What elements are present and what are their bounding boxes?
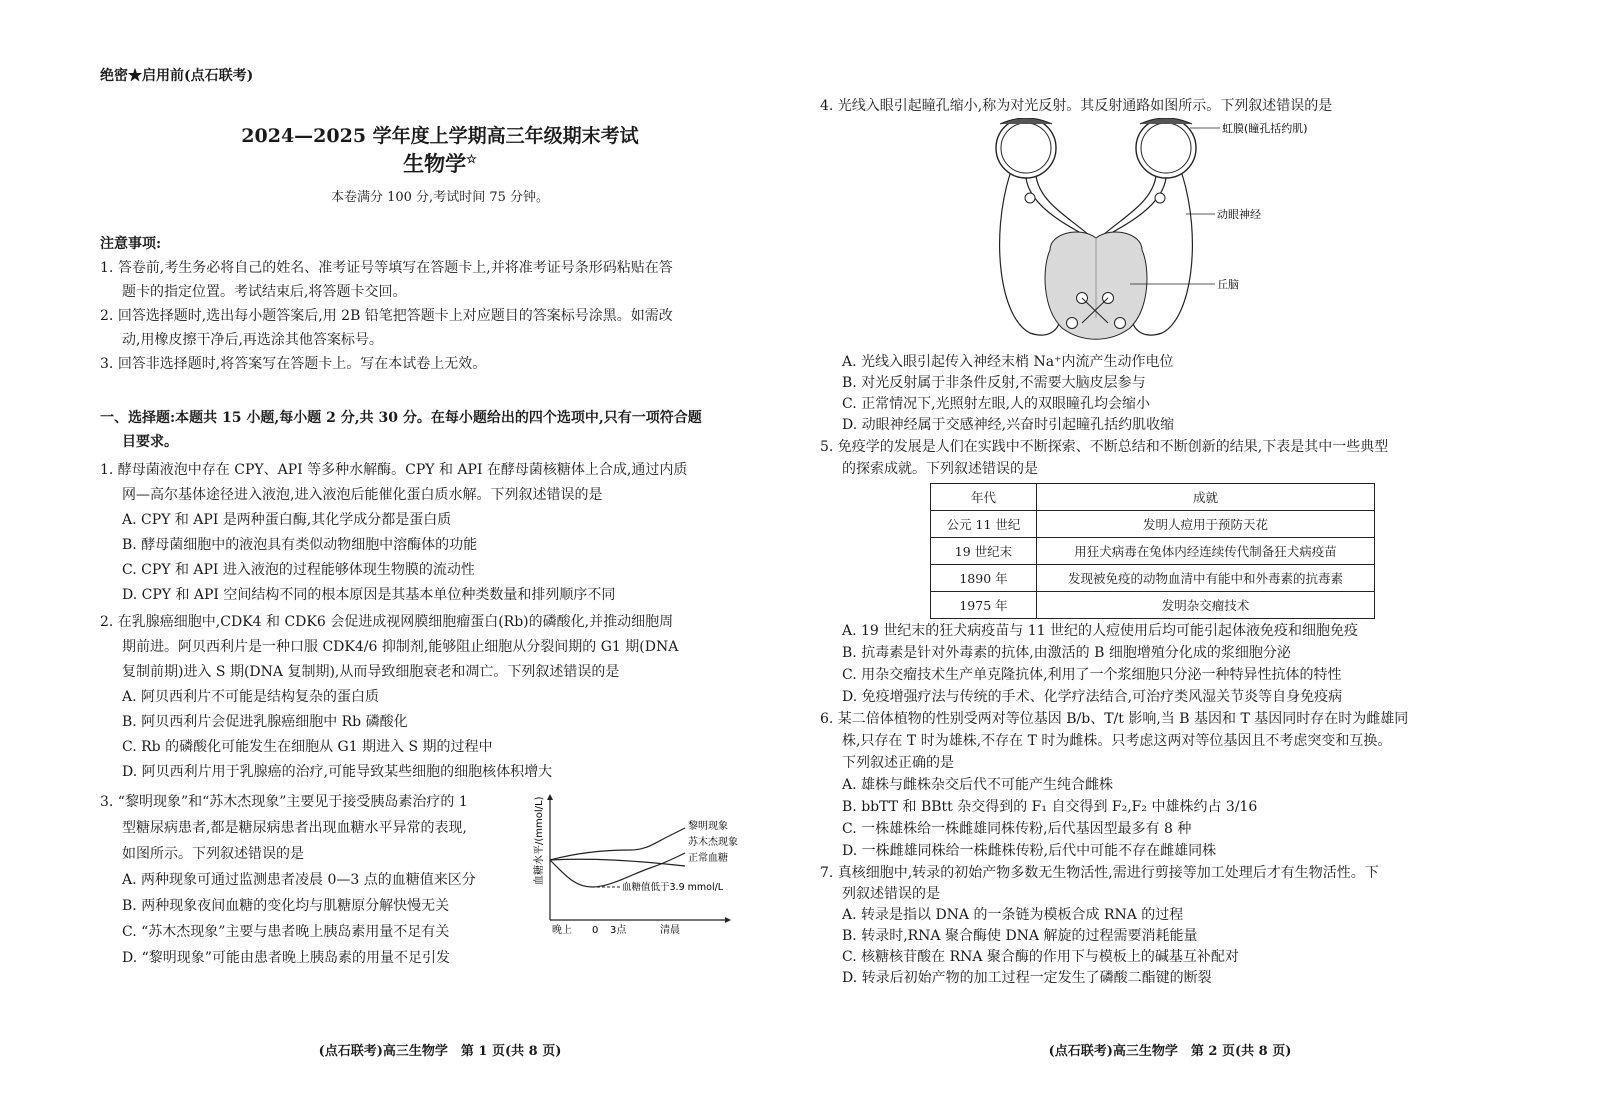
q5-stem-cont: 的探索成就。下列叙述错误的是 (842, 461, 1038, 477)
right-iris (1140, 118, 1192, 124)
optic-nerve-left (1036, 176, 1090, 236)
left-iris (1000, 118, 1052, 124)
confidential-header: 绝密★启用前(点石联考) (100, 68, 254, 84)
q3-option-b[interactable]: B. 两种现象夜间血糖的变化均与肌糖原分解快慢无关 (122, 898, 450, 914)
question-2 (100, 612, 780, 787)
q5-option-c[interactable]: C. 用杂交瘤技术生产单克隆抗体,利用了一个浆细胞只分泌一种特异性抗体的特性 (842, 667, 1342, 683)
right-eye (1136, 118, 1196, 178)
q6-option-b[interactable]: B. bbTT 和 BBtt 杂交得到的 F₁ 自交得到 F₂,F₂ 中雄株约占 3/16 (842, 799, 1258, 815)
exam-subtitle: 本卷满分 100 分,考试时间 75 分钟。 (330, 190, 550, 205)
q3-stem-cont: 如图所示。下列叙述错误的是 (122, 846, 304, 862)
table-cell: 用狂犬病毒在兔体内经连续传代制备狂犬病疫苗 (1037, 538, 1375, 565)
subject-star: ☆ (466, 152, 477, 166)
q5-option-b[interactable]: B. 抗毒素是针对外毒素的抗体,由激活的 B 细胞增殖分化成的浆细胞分泌 (842, 645, 1291, 661)
section-heading-cont: 目要求。 (122, 434, 178, 450)
notice-num: 3. (100, 356, 114, 372)
notice-text: 回答选择题时,选出每小题答案后,用 2B 铅笔把答题卡上对应题目的答案标号涂黑。如需改 (117, 308, 673, 324)
q5-stem: 5. 免疫学的发展是人们在实践中不断探索、不断总结和不断创新的结果,下表是其中一些典型 (820, 439, 1389, 455)
chart-ylabel: 血糖水平/(mmol/L) (534, 796, 545, 885)
ganglion-node (1025, 193, 1035, 203)
q1-option-d[interactable]: D. CPY 和 API 空间结构不同的根本原因是其基本单位种类数量和排列顺序不同 (122, 587, 616, 603)
table-row (931, 538, 1375, 565)
q3-glucose-chart (530, 790, 770, 940)
q3-option-a[interactable]: A. 两种现象可通过监测患者凌晨 0—3 点的血糖值来区分 (122, 872, 476, 888)
notice-text-cont: 题卡的指定位置。考试结束后,将答题卡交回。 (122, 284, 407, 300)
exam-title: 2024—2025 学年度上学期高三年级期末考试 (241, 125, 639, 147)
q2-stem: 2. 在乳腺癌细胞中,CDK4 和 CDK6 会促进成视网膜细胞瘤蛋白(Rb)的磷酸化,并推动细胞周 (100, 614, 674, 630)
q5-option-a[interactable]: A. 19 世纪末的狂犬病疫苗与 11 世纪的人痘使用后均可能引起体液免疫和细胞免疫 (842, 623, 1358, 639)
q5-option-d[interactable]: D. 免疫增强疗法与传统的手术、化学疗法结合,可治疗类风湿关节炎等自身免疫病 (842, 689, 1343, 705)
notice-list (100, 258, 780, 378)
ganglion-node (1155, 193, 1165, 203)
q5-options (820, 621, 1520, 709)
section-heading: 一、选择题:本题共 15 小题,每小题 2 分,共 30 分。在每小题给出的四个选项中,只有一项符合题 (100, 410, 702, 426)
label-thalamus: 丘脑 (1217, 278, 1239, 291)
q4-options (820, 352, 1520, 436)
right-page (820, 0, 1520, 1100)
chart-xtick-morning: 清晨 (660, 925, 680, 936)
q4-option-d[interactable]: D. 动眼神经属于交感神经,兴奋时引起瞳孔括约肌收缩 (842, 417, 1175, 433)
q2-option-d[interactable]: D. 阿贝西利片用于乳腺癌的治疗,可能导致某些细胞的细胞核体积增大 (122, 764, 553, 780)
q7-option-d[interactable]: D. 转录后初始产物的加工过程一定发生了磷酸二酯键的断裂 (842, 970, 1212, 986)
chart-annotation: 血糖值低于3.9 mmol/L (622, 882, 724, 893)
q2-stem-cont: 复制前期)进入 S 期(DNA 复制期),从而导致细胞衰老和凋亡。下列叙述错误的是 (122, 664, 620, 680)
notice-heading: 注意事项: (100, 236, 162, 252)
q1-stem-cont: 网—高尔基体途径进入液泡,进入液泡后能催化蛋白质水解。下列叙述错误的是 (122, 487, 603, 503)
table-row (931, 565, 1375, 592)
chart-legend-dawn: 黎明现象 (688, 821, 728, 832)
table-cell: 发明杂交瘤技术 (1037, 592, 1375, 619)
optic-nerve-right (1102, 176, 1156, 236)
notice-item (100, 354, 780, 378)
chart-xtick-evening: 晚上 (552, 925, 572, 936)
notice-num: 1. (100, 260, 114, 276)
q6-option-d[interactable]: D. 一株雌雄同株给一株雌株传粉,后代中可能不存在雌雄同株 (842, 843, 1217, 859)
chart-xtick-zero: 0 (592, 925, 599, 936)
right-eye-inner (1141, 123, 1191, 173)
q2-stem-cont: 期前进。阿贝西利片是一种口服 CDK4/6 抑制剂,能够阻止细胞从分裂间期的 G1 期(DNA (122, 639, 679, 655)
nucleus-node (1067, 318, 1078, 329)
q7-stem: 7. 真核细胞中,转录的初始产物多数无生物活性,需进行剪接等加工处理后才有生物活性。下 (820, 865, 1379, 881)
table-header-era: 年代 (931, 484, 1037, 511)
table-row (931, 511, 1375, 538)
q2-option-a[interactable]: A. 阿贝西利片不可能是结构复杂的蛋白质 (122, 689, 380, 705)
table-cell: 发明人痘用于预防天花 (1037, 511, 1375, 538)
q6-option-c[interactable]: C. 一株雄株给一株雌雄同株传粉,后代基因型最多有 8 种 (842, 821, 1192, 837)
q4-reflex-diagram (990, 118, 1330, 350)
q1-option-b[interactable]: B. 酵母菌细胞中的液泡具有类似动物细胞中溶酶体的功能 (122, 537, 478, 553)
table-cell: 19 世纪末 (931, 538, 1037, 565)
q7-option-a[interactable]: A. 转录是指以 DNA 的一条链为模板合成 RNA 的过程 (842, 907, 1184, 923)
q7-option-c[interactable]: C. 核糖核苷酸在 RNA 聚合酶的作用下与模板上的碱基互补配对 (842, 949, 1239, 965)
subject-name: 生物学 (403, 151, 467, 176)
subject-title (100, 148, 780, 178)
table-row (931, 592, 1375, 619)
question-1 (100, 460, 780, 610)
q6-stem-cont: 下列叙述正确的是 (842, 755, 954, 771)
table-cell: 1890 年 (931, 565, 1037, 592)
label-iris: 虹膜(瞳孔括约肌) (1222, 122, 1308, 135)
q3-stem: 3. “黎明现象”和“苏木杰现象”主要见于接受胰岛素治疗的 1 (100, 794, 468, 810)
left-eye (996, 118, 1056, 178)
left-page (100, 0, 780, 1100)
q7-option-b[interactable]: B. 转录时,RNA 聚合酶使 DNA 解旋的过程需要消耗能量 (842, 928, 1198, 944)
q3-option-c[interactable]: C. “苏木杰现象”主要与患者晚上胰岛素用量不足有关 (122, 924, 450, 940)
notice-item (100, 306, 780, 330)
label-oculomotor: 动眼神经 (1217, 208, 1261, 221)
table-cell: 1975 年 (931, 592, 1037, 619)
notice-text-cont: 动,用橡皮擦干净后,再选涂其他答案标号。 (122, 332, 383, 348)
q2-option-b[interactable]: B. 阿贝西利片会促进乳腺癌细胞中 Rb 磷酸化 (122, 714, 408, 730)
chart-xtick-3am: 3点 (610, 925, 627, 936)
q6-stem: 6. 某二倍体植物的性别受两对等位基因 B/b、T/t 影响,当 B 基因和 T 基因同时存在时为雌雄同 (820, 711, 1409, 727)
q2-option-c[interactable]: C. Rb 的磷酸化可能发生在细胞从 G1 期进入 S 期的过程中 (122, 739, 493, 755)
notice-num: 2. (100, 308, 114, 324)
q5-achievement-table (930, 483, 1375, 619)
q1-option-c[interactable]: C. CPY 和 API 进入液泡的过程能够体现生物膜的流动性 (122, 562, 475, 578)
footer-right: (点石联考)高三生物学 第 2 页(共 8 页) (1048, 1044, 1292, 1059)
table-cell: 公元 11 世纪 (931, 511, 1037, 538)
q3-option-d[interactable]: D. “黎明现象”可能由患者晚上胰岛素的用量不足引发 (122, 950, 450, 966)
footer-left: (点石联考)高三生物学 第 1 页(共 8 页) (318, 1044, 562, 1059)
table-header-achievement: 成就 (1037, 484, 1375, 511)
table-header-row (931, 484, 1375, 511)
chart-legend-normal: 正常血糖 (688, 853, 728, 864)
q1-stem: 1. 酵母菌液泡中存在 CPY、API 等多种水解酶。CPY 和 API 在酵母菌核糖体上合成,通过内质 (100, 462, 688, 478)
q4-option-a[interactable]: A. 光线入眼引起传入神经末梢 Na⁺内流产生动作电位 (842, 354, 1174, 370)
chart-y-arrow (547, 794, 553, 800)
q6-stem-cont: 株,只存在 T 时为雄株,不存在 T 时为雌株。只考虑这两对等位基因且不考虑突变和互换。 (842, 733, 1392, 749)
q7-stem-cont: 列叙述错误的是 (842, 886, 940, 902)
q6-option-a[interactable]: A. 雄株与雌株杂交后代不可能产生纯合雌株 (842, 777, 1114, 793)
notice-text: 回答非选择题时,将答案写在答题卡上。写在本试卷上无效。 (117, 356, 487, 372)
question-5 (820, 437, 1520, 481)
nucleus-node (1115, 318, 1126, 329)
q4-stem: 4. 光线入眼引起瞳孔缩小,称为对光反射。其反射通路如图所示。下列叙述错误的是 (820, 98, 1333, 114)
chart-x-arrow (725, 917, 731, 923)
notice-item (100, 258, 780, 282)
table-cell: 发现被免疫的动物血清中有能中和外毒素的抗毒素 (1037, 565, 1375, 592)
question-7 (820, 863, 1520, 989)
q3-stem-cont: 型糖尿病患者,都是糖尿病患者出现血糖水平异常的表现, (122, 820, 467, 836)
q4-option-c[interactable]: C. 正常情况下,光照射左眼,人的双眼瞳孔均会缩小 (842, 396, 1151, 412)
question-3 (100, 792, 540, 974)
left-eye-inner (1001, 123, 1051, 173)
q1-option-a[interactable]: A. CPY 和 API 是两种蛋白酶,其化学成分都是蛋白质 (122, 512, 452, 528)
notice-text: 答卷前,考生务必将自己的姓名、准考证号等填写在答题卡上,并将准考证号条形码粘贴在答 (117, 260, 673, 276)
chart-legend-somogyi: 苏木杰现象 (688, 837, 738, 848)
question-6 (820, 709, 1520, 863)
chart-series-dawn (550, 828, 685, 860)
q4-option-b[interactable]: B. 对光反射属于非条件反射,不需要大脑皮层参与 (842, 375, 1146, 391)
